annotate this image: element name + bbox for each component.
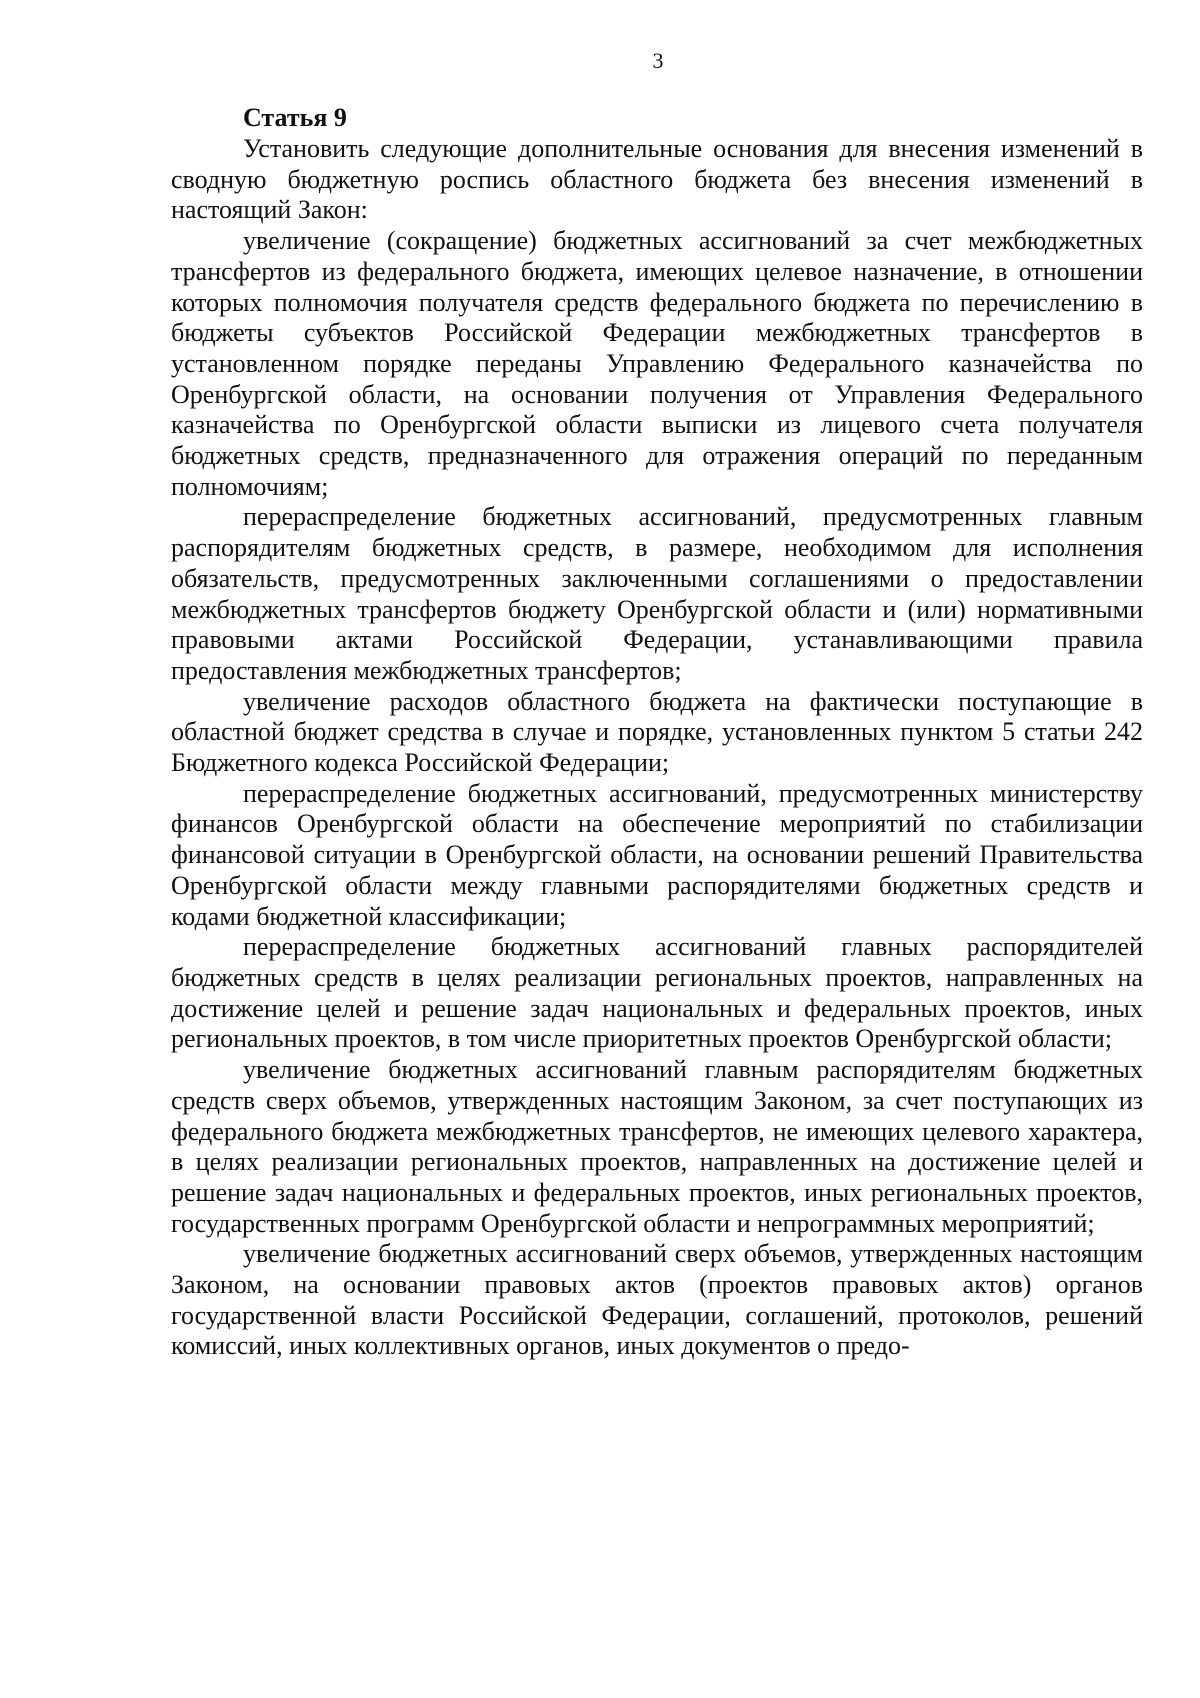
paragraph-legal-acts: увеличение бюджетных ассигнований сверх объемов, утвержденных настоящим Законом, на основании правовых актов (проектов правовых актов) органов государственной власти Российской Федерации, соглашений, протоколов, решений комиссий, иных коллективных органов, иных документов о предо- bbox=[171, 1239, 1143, 1361]
article-title: Статья 9 bbox=[243, 103, 347, 132]
paragraph-regional-projects: перераспределение бюджетных ассигнований главных распорядителей бюджетных средств в целях реализации региональных проектов, направленных на достижение целей и решение задач национальных и федеральных проектов, иных региональных проектов, в том числе приоритетных проектов Оренбургской области; bbox=[171, 932, 1143, 1054]
paragraph-untargeted-transfers: увеличение бюджетных ассигнований главным распорядителям бюджетных средств сверх объемов, утвержденных настоящим Законом, за счет поступающих из федерального бюджета межбюджетных трансфертов, не имеющих целевого характера, в целях реализации региональных проектов, направленных на достижение целей и решение задач национальных и федеральных проектов, иных региональных проектов, государственных программ Оренбургской области и непрограммных мероприятий; bbox=[171, 1055, 1143, 1238]
article-body bbox=[171, 102, 1143, 1362]
paragraph-redistribution-agreements: перераспределение бюджетных ассигнований, предусмотренных главным распорядителям бюджетных средств, в размере, необходимом для исполнения обязательств, предусмотренных заключенными соглашениями о предоставлении межбюджетных трансфертов бюджету Оренбургской области и (или) нормативными правовыми актами Российской Федерации, устанавливающими правила предоставления межбюджетных трансфертов; bbox=[171, 502, 1143, 685]
paragraph-finance-ministry-stabilization: перераспределение бюджетных ассигнований, предусмотренных министерству финансов Оренбургской области на обеспечение мероприятий по стабилизации финансовой ситуации в Оренбургской области, на основании решений Правительства Оренбургской области между главными распорядителями бюджетных средств и кодами бюджетной классификации; bbox=[171, 778, 1143, 931]
paragraph-federal-transfers: увеличение (сокращение) бюджетных ассигнований за счет межбюджетных трансфертов из федерального бюджета, имеющих целевое назначение, в отношении которых полномочия получателя средств федерального бюджета по перечислению в бюджеты субъектов Российской Федерации межбюджетных трансфертов в установленном порядке переданы Управлению Федерального казначейства по Оренбургской области, на основании получения от Управления Федерального казначейства по Оренбургской области выписки из лицевого счета получателя бюджетных средств, предназначенного для отражения операций по переданным полномочиям; bbox=[171, 226, 1143, 501]
page-number: 3 bbox=[652, 48, 664, 73]
paragraph-intro: Установить следующие дополнительные основания для внесения изменений в сводную бюджетную роспись областного бюджета без внесения изменений в настоящий Закон: bbox=[171, 134, 1143, 225]
paragraph-expenditure-increase: увеличение расходов областного бюджета на фактически поступающие в областной бюджет средства в случае и порядке, установленных пунктом 5 статьи 242 Бюджетного кодекса Российской Федерации; bbox=[171, 686, 1143, 778]
